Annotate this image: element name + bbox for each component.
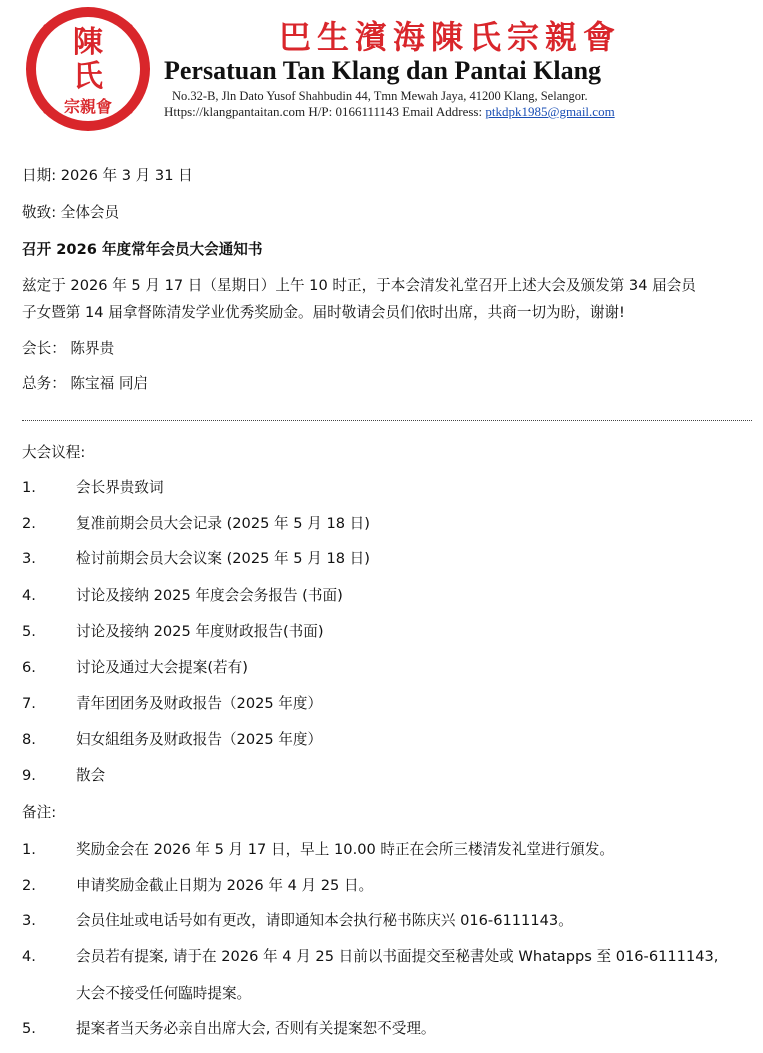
remark-item-continuation: 大会不接受任何臨時提案。 (76, 985, 252, 1002)
agenda-item: 检讨前期会员大会议案 (2025 年 5 月 18 日) (76, 550, 370, 567)
association-logo (23, 4, 153, 134)
agenda-item: 讨论及接纳 2025 年度财政报告(书面) (76, 623, 324, 640)
agenda-item: 妇女組组务及财政报告（2025 年度） (76, 731, 323, 748)
remark-item-number: 3. (22, 912, 36, 929)
agenda-item: 散会 (76, 767, 106, 784)
remarks-heading: 备注: (22, 804, 57, 821)
email-link[interactable]: ptkdpk1985@gmail.com (485, 104, 615, 119)
remark-item-number: 4. (22, 948, 36, 965)
agenda-item: 青年团团务及财政报告（2025 年度） (76, 695, 323, 712)
agenda-item-number: 1. (22, 479, 36, 496)
remark-item: 申请奖励金截止日期为 2026 年 4 月 25 日。 (76, 877, 374, 894)
org-name-english: Persatuan Tan Klang dan Pantai Klang (164, 56, 602, 85)
notice-body-line-2: 子女暨第 14 届拿督陈清发学业优秀奖励金。届时敬请会员们依时出席，共商一切为盼，谢谢! (22, 304, 625, 321)
agenda-heading: 大会议程: (22, 444, 86, 461)
remark-item: 提案者当天务必亲自出席大会, 否则有关提案恕不受理。 (76, 1020, 436, 1037)
remark-item: 会员住址或电话号如有更改，请即通知本会执行秘书陈庆兴 016-6111143。 (76, 912, 573, 929)
notice-body-line-1: 兹定于 2026 年 5 月 17 日（星期日）上午 10 时正，于本会清发礼堂召开上述大会及颁发第 34 届会员 (22, 277, 696, 294)
president-signature: 会长： 陈界贵 (22, 340, 115, 357)
agenda-item-number: 4. (22, 587, 36, 604)
section-divider (22, 420, 752, 421)
agenda-item: 讨论及接纳 2025 年度会会务报告 (书面) (76, 587, 343, 604)
remark-item: 奖励金会在 2026 年 5 月 17 日，早上 10.00 時正在会所三楼清发礼堂进行頒发。 (76, 841, 614, 858)
logo-char-3: 宗親會 (63, 97, 113, 116)
agenda-item: 会长界贵致词 (76, 479, 164, 496)
notice-recipient: 敬致: 全体会员 (22, 204, 120, 221)
notice-date: 日期: 2026 年 3 月 31 日 (22, 167, 193, 184)
remark-item-number: 1. (22, 841, 36, 858)
org-address: No.32-B, Jln Dato Yusof Shahbudin 44, Tmn Mewah Jaya, 41200 Klang, Selangor. (172, 89, 588, 103)
org-name-chinese: 巴生濱海陳氏宗親會 (278, 18, 621, 56)
logo-char-1: 陳 (73, 25, 103, 60)
agenda-item-number: 6. (22, 659, 36, 676)
agenda-item-number: 7. (22, 695, 36, 712)
remark-item: 会员若有提案, 请于在 2026 年 4 月 25 日前以书面提交至秘書处或 Whatapps 至 016-6111143, (76, 948, 719, 965)
logo-char-2: 氏 (73, 59, 103, 94)
contact-info: Https://klangpantaitan.com H/P: 0166111143 Email Address: (164, 104, 486, 119)
agenda-item: 讨论及通过大会提案(若有) (76, 659, 248, 676)
agenda-item: 复准前期会员大会记录 (2025 年 5 月 18 日) (76, 515, 370, 532)
agenda-item-number: 5. (22, 623, 36, 640)
agenda-item-number: 9. (22, 767, 36, 784)
agenda-item-number: 3. (22, 550, 36, 567)
secretary-signature: 总务： 陈宝福 同启 (22, 375, 149, 392)
agenda-item-number: 8. (22, 731, 36, 748)
notice-title: 召开 2026 年度常年会员大会通知书 (22, 241, 263, 258)
remark-item-number: 2. (22, 877, 36, 894)
remark-item-number: 5. (22, 1020, 36, 1037)
agenda-item-number: 2. (22, 515, 36, 532)
org-contact (164, 104, 664, 120)
